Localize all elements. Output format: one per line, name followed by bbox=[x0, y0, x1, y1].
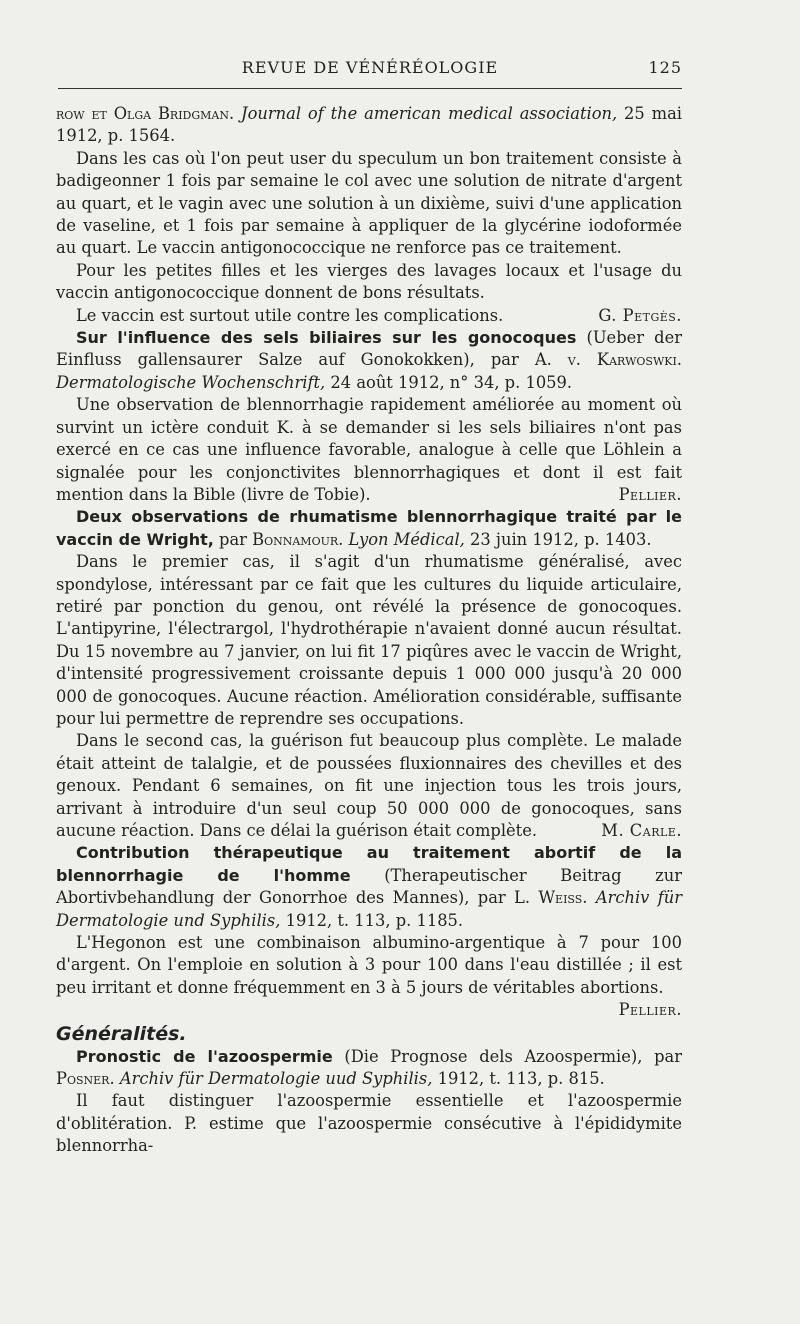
page-body bbox=[56, 103, 682, 1158]
paragraph: L'Hegonon est une combinaison albumino-argentique à 7 pour 100 d'argent. On l'emploie en solution à 3 pour 100 dans l'eau distillée ; il est peu irritant et donne fréquemment en 3 à 5 jours de véritables abortions. bbox=[56, 933, 682, 997]
signature: Pellier. bbox=[618, 484, 682, 504]
paragraph: Dans le second cas, la guérison fut beaucoup plus complète. Le malade était atteint de talalgie, et de poussées fluxionnaires des chevilles et des genoux. Pendant 6 semaines, on fit une injection tous les trois jours, arrivant à introduire d'un seul coup 50 000 000 de gonocoques, sans aucune réaction. Dans ce délai la guérison était complète. M. Carle. bbox=[56, 730, 682, 842]
article-title: Deux observations de rhumatisme blennorrhagique traité par le vaccin de Wright, bbox=[56, 507, 682, 549]
journal-title: REVUE DE VÉNÉRÉOLOGIE bbox=[241, 58, 499, 77]
article-journal: Archiv für Dermatologie uud Syphilis, bbox=[119, 1069, 433, 1089]
article-title: Pronostic de l'azoospermie bbox=[76, 1046, 333, 1066]
article-heading: Pronostic de l'azoospermie (Die Prognose dels Azoospermie), par Posner. Archiv für Dermatologie uud Syphilis, 1912, t. 113, p. 815. bbox=[56, 1046, 682, 1089]
article-author: Posner. bbox=[56, 1069, 115, 1089]
paragraph: Le vaccin est surtout utile contre les complications. G. Petgès. bbox=[56, 305, 682, 327]
paragraph: Pour les petites filles et les vierges des lavages locaux et l'usage du vaccin antigonococcique donnent de bons résultats. bbox=[56, 260, 682, 303]
article-journal: Lyon Médical, bbox=[348, 529, 465, 549]
signature: G. Petgès. bbox=[598, 305, 682, 325]
article-heading: Contribution thérapeutique au traitement abortif de la blennorrhagie de l'homme (Therapeutischer Beitrag zur Abortivbehandlung der Gonorrhoe des Mannes), par L. Weiss. Archiv für Dermatologie und Syphilis, 1912, t. 113, p. 1185. bbox=[56, 843, 682, 930]
article-journal: Archiv für Dermatologie und Syphilis, bbox=[56, 888, 682, 930]
section-heading: Généralités. bbox=[56, 1022, 187, 1045]
paragraph: Il faut distinguer l'azoospermie essentielle et l'azoospermie d'oblitération. P. estime que l'azoospermie consécutive à l'épididymite blennorrha- bbox=[56, 1091, 682, 1156]
paragraph: Dans les cas où l'on peut user du speculum un bon traitement consiste à badigeonner 1 fois par semaine le col avec une solution de nitrate d'argent au quart, et le vagin avec une solution à un dixième, suivi d'une application de vaseline, et 1 fois par semaine à appliquer de la glycérine iodoformée au quart. Le vaccin antigonococcique ne renforce pas ce traitement. bbox=[56, 148, 682, 258]
article-journal: Dermatologische Wochenschrift, bbox=[56, 372, 326, 392]
article-author: L. Weiss. bbox=[514, 888, 588, 908]
article-title: Contribution thérapeutique au traitement abortif de la blennorrhagie de l'homme bbox=[56, 843, 682, 885]
article-title: Sur l'influence des sels biliaires sur les gonocoques bbox=[76, 328, 577, 348]
article-author: Bonnamour. bbox=[252, 529, 344, 549]
article-heading: Deux observations de rhumatisme blennorrhagique traité par le vaccin de Wright, par Bonnamour. Lyon Médical, 23 juin 1912, p. 1403. bbox=[56, 507, 682, 549]
page-number: 125 bbox=[648, 58, 682, 77]
signature: M. Carle. bbox=[601, 821, 682, 840]
paragraph: Dans le premier cas, il s'agit d'un rhumatisme généralisé, avec spondylose, intéressant par ce fait que les cultures du liquide articulaire, retiré par ponction du genou, ont révélé la présence de gonocoques. L'antipyrine, l'électrargol, l'hydrothérapie n'avaient donné aucun résultat. Du 15 novembre au 7 janvier, on lui fit 17 piqûres avec le vaccin de Wright, d'intensité progressivement croissante depuis 1 000 000 jusqu'à 20 000 000 de gonocoques. Aucune réaction. Amélioration considérable, suffisante pour lui permettre de reprendre ses occupations. bbox=[56, 552, 682, 728]
continuation-reference: row et Olga Bridgman. Journal of the american medical association, 25 mai 1912, p. 1564. bbox=[56, 104, 682, 146]
signature: Pellier. bbox=[618, 1000, 682, 1020]
article-author: A. v. Karwoswki. bbox=[534, 350, 682, 370]
header-rule bbox=[58, 88, 682, 89]
running-header bbox=[58, 58, 682, 80]
paragraph: Une observation de blennorrhagie rapidement améliorée au moment où survint un ictère conduit K. à se demander si les sels biliaires n'ont pas exercé en ce cas une influence favorable, analogue à celle que Löhlein a signalée pour les conjonctivites blennorrhagiques et dont il est fait mention dans la Bible (livre de Tobie). Pellier. bbox=[56, 394, 682, 506]
article-heading: Sur l'influence des sels biliaires sur les gonocoques (Ueber der Einfluss gallensaurer Salze auf Gonokokken), par A. v. Karwoswki. Dermatologische Wochenschrift, 24 août 1912, n° 34, p. 1059. bbox=[56, 328, 682, 392]
